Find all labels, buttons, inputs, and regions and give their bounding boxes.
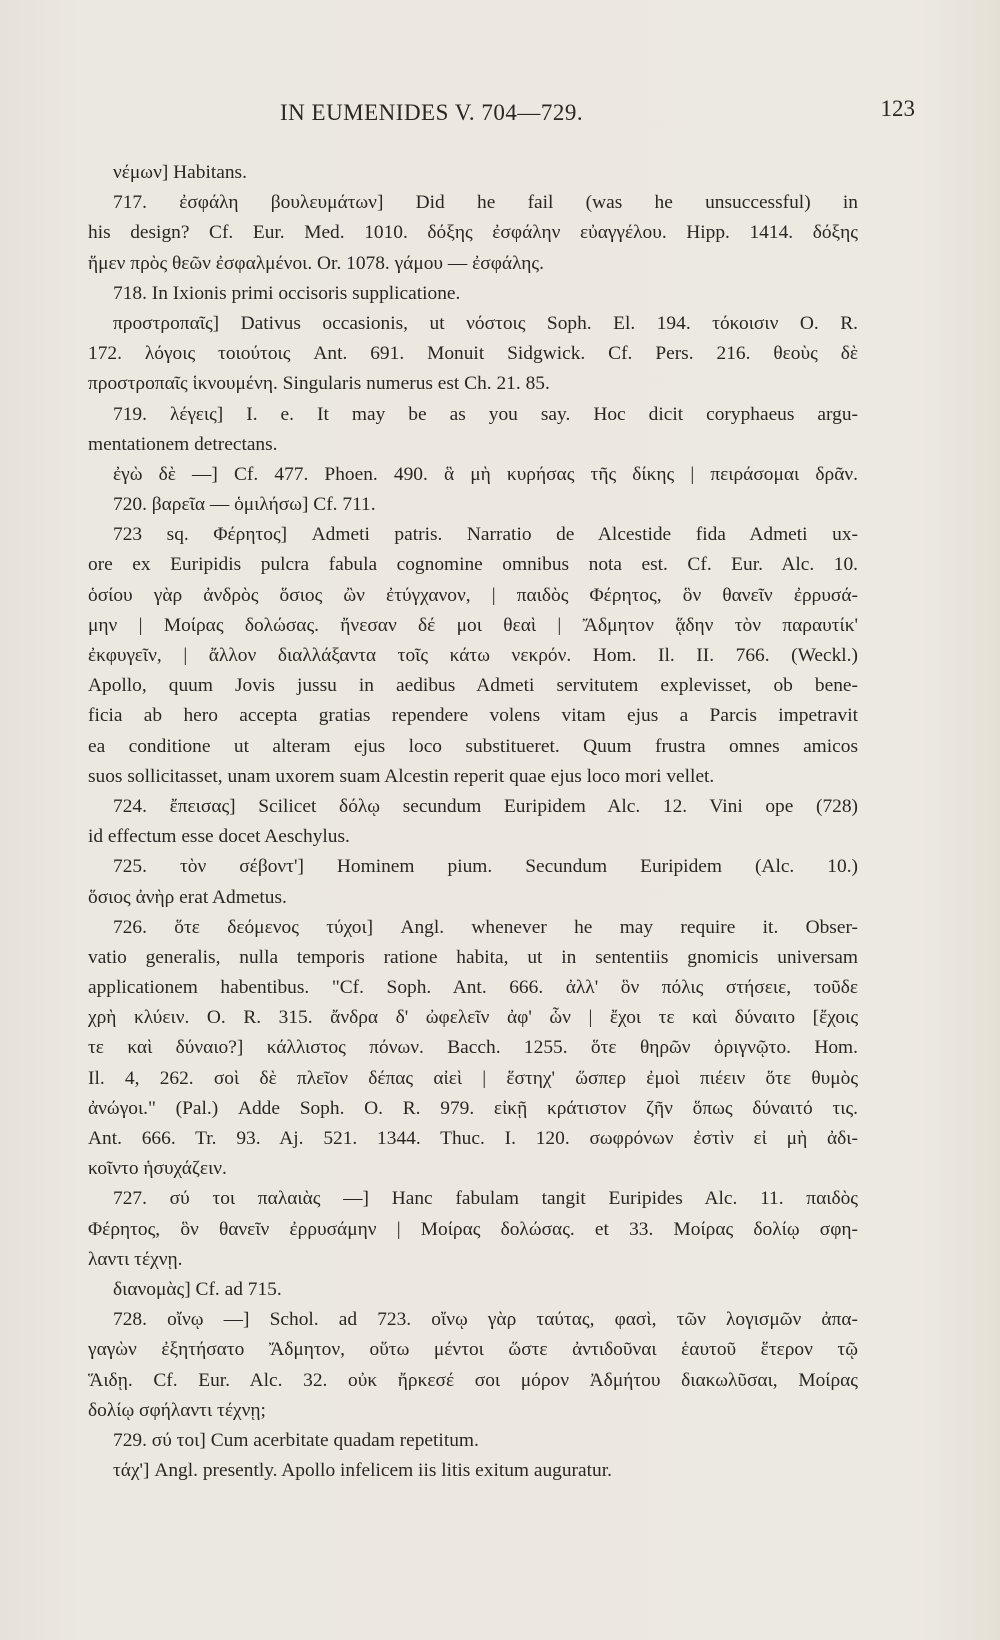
- text-line: διανομὰς] Cf. ad 715.: [113, 1278, 282, 1300]
- text-line: id effectum esse docet Aeschylus.: [88, 826, 350, 848]
- text-line: ea conditione ut alteram ejus loco substitueret. Quum frustra omnes amicos: [88, 735, 858, 757]
- text-line: vatio generalis, nulla temporis ratione habita, ut in sententiis gnomicis universam: [88, 946, 858, 968]
- text-line: ἥμεν πρὸς θεῶν ἐσφαλμένοι. Or. 1078. γάμου — ἐσφάλης.: [88, 252, 544, 274]
- text-line: applicationem habentibus. "Cf. Soph. Ant. 666. ἀλλ' ὃν πόλις στήσειε, τοῦδε: [88, 977, 858, 999]
- text-line: χρὴ κλύειν. O. R. 315. ἄνδρα δ' ὠφελεῖν ἀφ' ὧν | ἔχοι τε καὶ δύναιτο [ἔχοις: [88, 1007, 858, 1029]
- text-line: 719. λέγεις] I. e. It may be as you say. Hoc dicit coryphaeus argu-: [113, 403, 858, 425]
- text-line: δολίῳ σφήλαντι τέχνῃ;: [88, 1399, 266, 1421]
- text-line: 172. λόγοις τοιούτοις Ant. 691. Monuit Sidgwick. Cf. Pers. 216. θεοὺς δὲ: [88, 343, 858, 365]
- text-line: προστροπαῖς ἱκνουμένη. Singularis numerus est Ch. 21. 85.: [88, 373, 550, 395]
- text-line: suos sollicitasset, unam uxorem suam Alcestin reperit quae ejus loco mori vellet.: [88, 765, 715, 787]
- text-line: 729. σύ τοι] Cum acerbitate quadam repetitum.: [113, 1429, 479, 1451]
- text-line: νέμων] Habitans.: [113, 162, 247, 183]
- text-line: ἐγὼ δὲ —] Cf. 477. Phoen. 490. ἃ μὴ κυρήσας τῆς δίκης | πειράσομαι δρᾶν.: [113, 463, 858, 485]
- text-line: 728. οἴνῳ —] Schol. ad 723. οἴνῳ γὰρ ταύτας, φασὶ, τῶν λογισμῶν ἀπα-: [113, 1309, 858, 1331]
- text-line: ore ex Euripidis pulcra fabula cognomine omnibus nota est. Cf. Eur. Alc. 10.: [88, 554, 858, 576]
- text-line: 717. ἐσφάλη βουλευμάτων] Did he fail (was he unsuccessful) in: [113, 192, 858, 214]
- text-line: ficia ab hero accepta gratias rependere volens vitam ejus a Parcis impetravit: [88, 705, 858, 727]
- text-line: Φέρητος, ὃν θανεῖν ἐρρυσάμην | Μοίρας δολώσας. et 33. Μοίρας δολίῳ σφη-: [88, 1218, 858, 1240]
- text-line: γαγὼν ἐξητήσατο Ἄδμητον, οὕτω μέντοι ὥστε ἀντιδοῦναι ἑαυτοῦ ἕτερον τῷ: [88, 1339, 858, 1361]
- page-number: 123: [880, 96, 915, 121]
- text-line: 726. ὅτε δεόμενος τύχοι] Angl. whenever he may require it. Obser-: [113, 916, 858, 938]
- text-line: 724. ἔπεισας] Scilicet δόλῳ secundum Euripidem Alc. 12. Vini ope (728): [113, 795, 858, 817]
- text-line: 720. βαρεῖα — ὁμιλήσω] Cf. 711.: [113, 494, 376, 516]
- text-line: μην | Μοίρας δολώσας. ἤνεσαν δέ μοι θεαὶ | Ἄδμητον ᾅδην τὸν παραυτίκ': [88, 614, 858, 636]
- text-line: ἐκφυγεῖν, | ἄλλον διαλλάξαντα τοῖς κάτω νεκρόν. Hom. Il. II. 766. (Weckl.): [88, 645, 858, 666]
- text-line: τάχ'] Angl. presently. Apollo infelicem iis litis exitum auguratur.: [113, 1460, 612, 1482]
- commentary-text: [88, 158, 858, 1486]
- text-line: προστροπαῖς] Dativus occasionis, ut νόστοις Soph. El. 194. τόκοισιν O. R.: [113, 312, 858, 334]
- text-line: Apollo, quum Jovis jussu in aedibus Admeti servitutem explevisset, ob bene-: [88, 675, 858, 697]
- text-line: κοῖντο ἡσυχάζειν.: [88, 1158, 227, 1180]
- text-line: ἀνώγοι." (Pal.) Adde Soph. O. R. 979. εἰκῇ κράτιστον ζῆν ὅπως δύναιτό τις.: [88, 1097, 858, 1119]
- text-line: 723 sq. Φέρητος] Admeti patris. Narratio de Alcestide fida Admeti ux-: [113, 524, 858, 546]
- text-line: 718. In Ixionis primi occisoris supplicatione.: [113, 282, 461, 304]
- text-line: Il. 4, 262. σοὶ δὲ πλεῖον δέπας αἰεὶ | ἕστηχ' ὥσπερ ἐμοὶ πιέειν ὅτε θυμὸς: [88, 1067, 858, 1089]
- text-line: Ant. 666. Tr. 93. Aj. 521. 1344. Thuc. I. 120. σωφρόνων ἐστὶν εἰ μὴ ἀδι-: [88, 1128, 858, 1149]
- text-line: his design? Cf. Eur. Med. 1010. δόξης ἐσφάλην εὐαγγέλου. Hipp. 1414. δόξης: [88, 222, 858, 244]
- text-line: λαντι τέχνῃ.: [88, 1248, 183, 1270]
- text-line: ὁσίου γὰρ ἀνδρὸς ὅσιος ὢν ἐτύγχανον, | παιδὸς Φέρητος, ὃν θανεῖν ἐρρυσά-: [88, 584, 858, 606]
- text-line: mentationem detrectans.: [88, 433, 278, 455]
- text-line: τε καὶ δύναιο?] κάλλιστος πόνων. Bacch. 1255. ὅτε θηρῶν ὀριγνῷτο. Hom.: [88, 1037, 858, 1059]
- text-line: Ἅιδῃ. Cf. Eur. Alc. 32. οὐκ ἤρκεσέ σοι μόρον Ἀδμήτου διακωλῦσαι, Μοίρας: [88, 1369, 858, 1391]
- text-line: 725. τὸν σέβοντ'] Hominem pium. Secundum Euripidem (Alc. 10.): [113, 856, 858, 878]
- text-line: 727. σύ τοι παλαιὰς —] Hanc fabulam tangit Euripides Alc. 11. παιδὸς: [113, 1188, 858, 1210]
- page-header: [280, 96, 915, 128]
- running-head: IN EUMENIDES V. 704—729.: [280, 100, 584, 125]
- text-line: ὅσιος ἀνὴρ erat Admetus.: [88, 886, 287, 908]
